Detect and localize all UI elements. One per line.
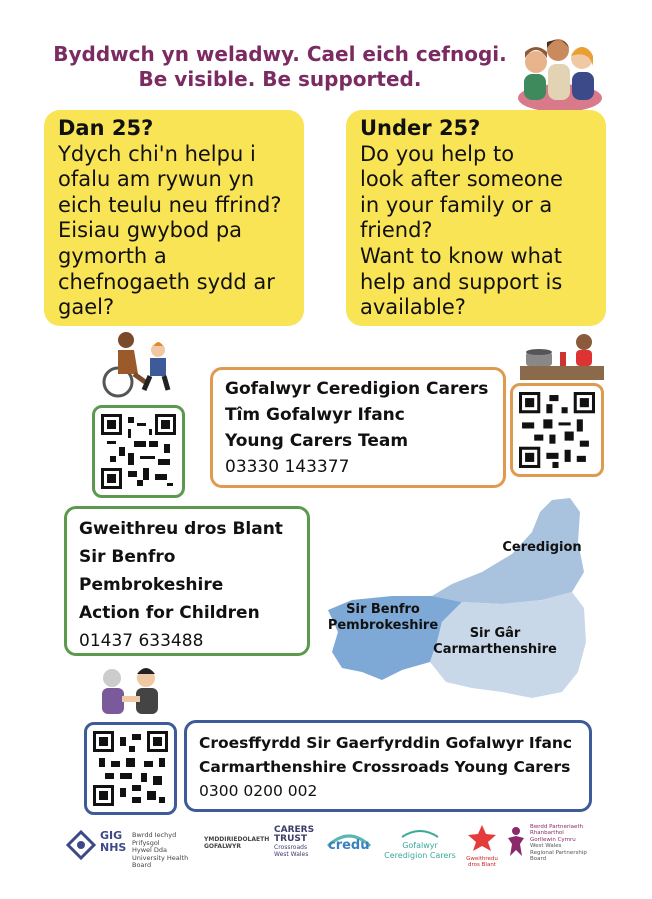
headline-welsh: Byddwch yn weladwy. Cael eich cefnogi. <box>53 42 507 66</box>
star-icon <box>467 824 497 852</box>
credu-logo <box>324 830 374 858</box>
health-board-line: Bwrdd Iechyd Prifysgol <box>132 831 177 847</box>
partnership-board-text <box>530 824 606 862</box>
cooking-child-illustration <box>520 330 604 382</box>
partnership-line: Gorllewin Cymru <box>530 836 576 843</box>
partnership-line: West Wales <box>530 843 562 850</box>
carers-trust-line: TRUST <box>274 834 307 844</box>
map-label-pembrokeshire-cy: Sir Benfro <box>346 602 420 617</box>
carers-trust-logo <box>274 826 318 858</box>
credu-logo-text: credu <box>328 838 370 853</box>
map-label-pembrokeshire-en: Pembrokeshire <box>327 618 439 633</box>
region-map <box>322 492 612 712</box>
carers-group-illustration <box>516 28 604 110</box>
elderly-helper-illustration <box>92 666 172 722</box>
carmarthenshire-phone[interactable]: 0300 0200 002 <box>199 782 318 800</box>
pembrokeshire-contact-line: Gweithreu dros Blant <box>79 519 283 539</box>
ceredigion-qr-code[interactable] <box>510 383 604 477</box>
english-card-line: friend? <box>360 218 433 243</box>
english-card-line: in your family or a <box>360 192 553 217</box>
headline-english: Be visible. Be supported. <box>138 67 422 91</box>
partnership-line: Board <box>530 856 547 863</box>
qr-code-icon <box>519 392 595 468</box>
ymddiriedolaeth-logo <box>204 836 270 850</box>
health-board-line: Hywel Dda <box>132 846 168 854</box>
english-card-line: Want to know what <box>360 243 563 268</box>
welsh-card-line: ofalu am rywun yn <box>58 167 255 192</box>
partnership-line: Regional Partnership <box>530 849 587 856</box>
welsh-question-card <box>44 110 304 326</box>
health-board-text <box>132 832 198 870</box>
pembrokeshire-phone[interactable]: 01437 633488 <box>79 631 204 651</box>
gofalwyr-logo-line: Ceredigion Carers <box>384 851 456 860</box>
carers-trust-line: CARERS <box>274 825 315 835</box>
qr-code-icon <box>93 731 168 806</box>
wheelchair-helper-illustration <box>100 330 180 400</box>
english-card-line: available? <box>360 295 466 320</box>
english-card-title: Under 25? <box>360 116 481 140</box>
english-card-line: help and support is <box>360 269 563 294</box>
pembrokeshire-contact-line: Sir Benfro <box>79 547 176 567</box>
map-label-ceredigion: Ceredigion <box>502 540 582 555</box>
nhs-logo-nhs: NHS <box>100 841 127 854</box>
action-children-line: dros Blant <box>468 862 496 868</box>
welsh-card-line: Ydych chi'n helpu i <box>58 141 256 166</box>
english-question-card <box>346 110 606 326</box>
carmarthenshire-contact-line: Croesffyrdd Sir Gaerfyrddin Gofalwyr Ifanc <box>199 734 573 752</box>
carers-trust-line: Crossroads <box>274 844 308 851</box>
carmarthenshire-contact-line: Carmarthenshire Crossroads Young Carers <box>199 758 571 776</box>
partnership-line: Bwrdd Partneriaeth <box>530 824 584 830</box>
ceredigion-phone[interactable]: 03330 143377 <box>225 457 350 477</box>
gofalwyr-ceredigion-logo <box>380 828 460 861</box>
pembrokeshire-contact-card <box>64 506 310 656</box>
carers-trust-line: West Wales <box>274 851 309 858</box>
ymddiriedolaeth-line: GOFALWYR <box>204 843 242 850</box>
partnership-figure-icon <box>506 826 526 858</box>
nhs-emblem-icon <box>66 830 96 860</box>
welsh-card-line: chefnogaeth sydd ar <box>58 269 275 294</box>
headline <box>40 42 520 92</box>
partnership-line: Rhanbarthol <box>530 830 564 837</box>
carmarthenshire-qr-code[interactable] <box>84 722 177 815</box>
welsh-card-line: gael? <box>58 295 115 320</box>
gofalwyr-logo-line: Gofalwyr <box>402 841 438 850</box>
carmarthenshire-contact-card <box>184 720 592 812</box>
map-label-carmarthenshire-cy: Sir Gâr <box>469 626 521 641</box>
ceredigion-contact-line: Young Carers Team <box>225 431 409 451</box>
qr-code-icon <box>101 414 176 489</box>
map-label-carmarthenshire <box>432 626 558 658</box>
health-board-line: University Health Board <box>132 853 189 869</box>
ceredigion-contact-line: Tîm Gofalwyr Ifanc <box>225 405 405 425</box>
welsh-card-line: gymorth a <box>58 243 167 268</box>
action-children-line: Gweithredu <box>466 856 498 862</box>
partner-logos <box>66 824 606 874</box>
welsh-card-line: eich teulu neu ffrind? <box>58 192 282 217</box>
welsh-card-line: Eisiau gwybod pa <box>58 218 243 243</box>
pembrokeshire-qr-code[interactable] <box>92 405 185 498</box>
pembrokeshire-contact-line: Pembrokeshire <box>79 575 224 595</box>
ceredigion-contact-line: Gofalwyr Ceredigion Carers <box>225 379 489 399</box>
welsh-card-title: Dan 25? <box>58 116 154 140</box>
ymddiriedolaeth-line: YMDDIRIEDOLAETH <box>204 836 270 843</box>
map-label-pembrokeshire <box>324 602 442 634</box>
english-card-line: Do you help to <box>360 141 515 166</box>
pembrokeshire-contact-line: Action for Children <box>79 603 260 623</box>
action-for-children-logo <box>464 824 500 868</box>
nhs-logo-text <box>100 830 128 854</box>
ceredigion-contact-card <box>210 367 506 488</box>
nhs-logo-gig: GIG <box>100 829 123 842</box>
map-label-carmarthenshire-en: Carmarthenshire <box>433 642 557 657</box>
english-card-line: look after someone <box>360 167 563 192</box>
